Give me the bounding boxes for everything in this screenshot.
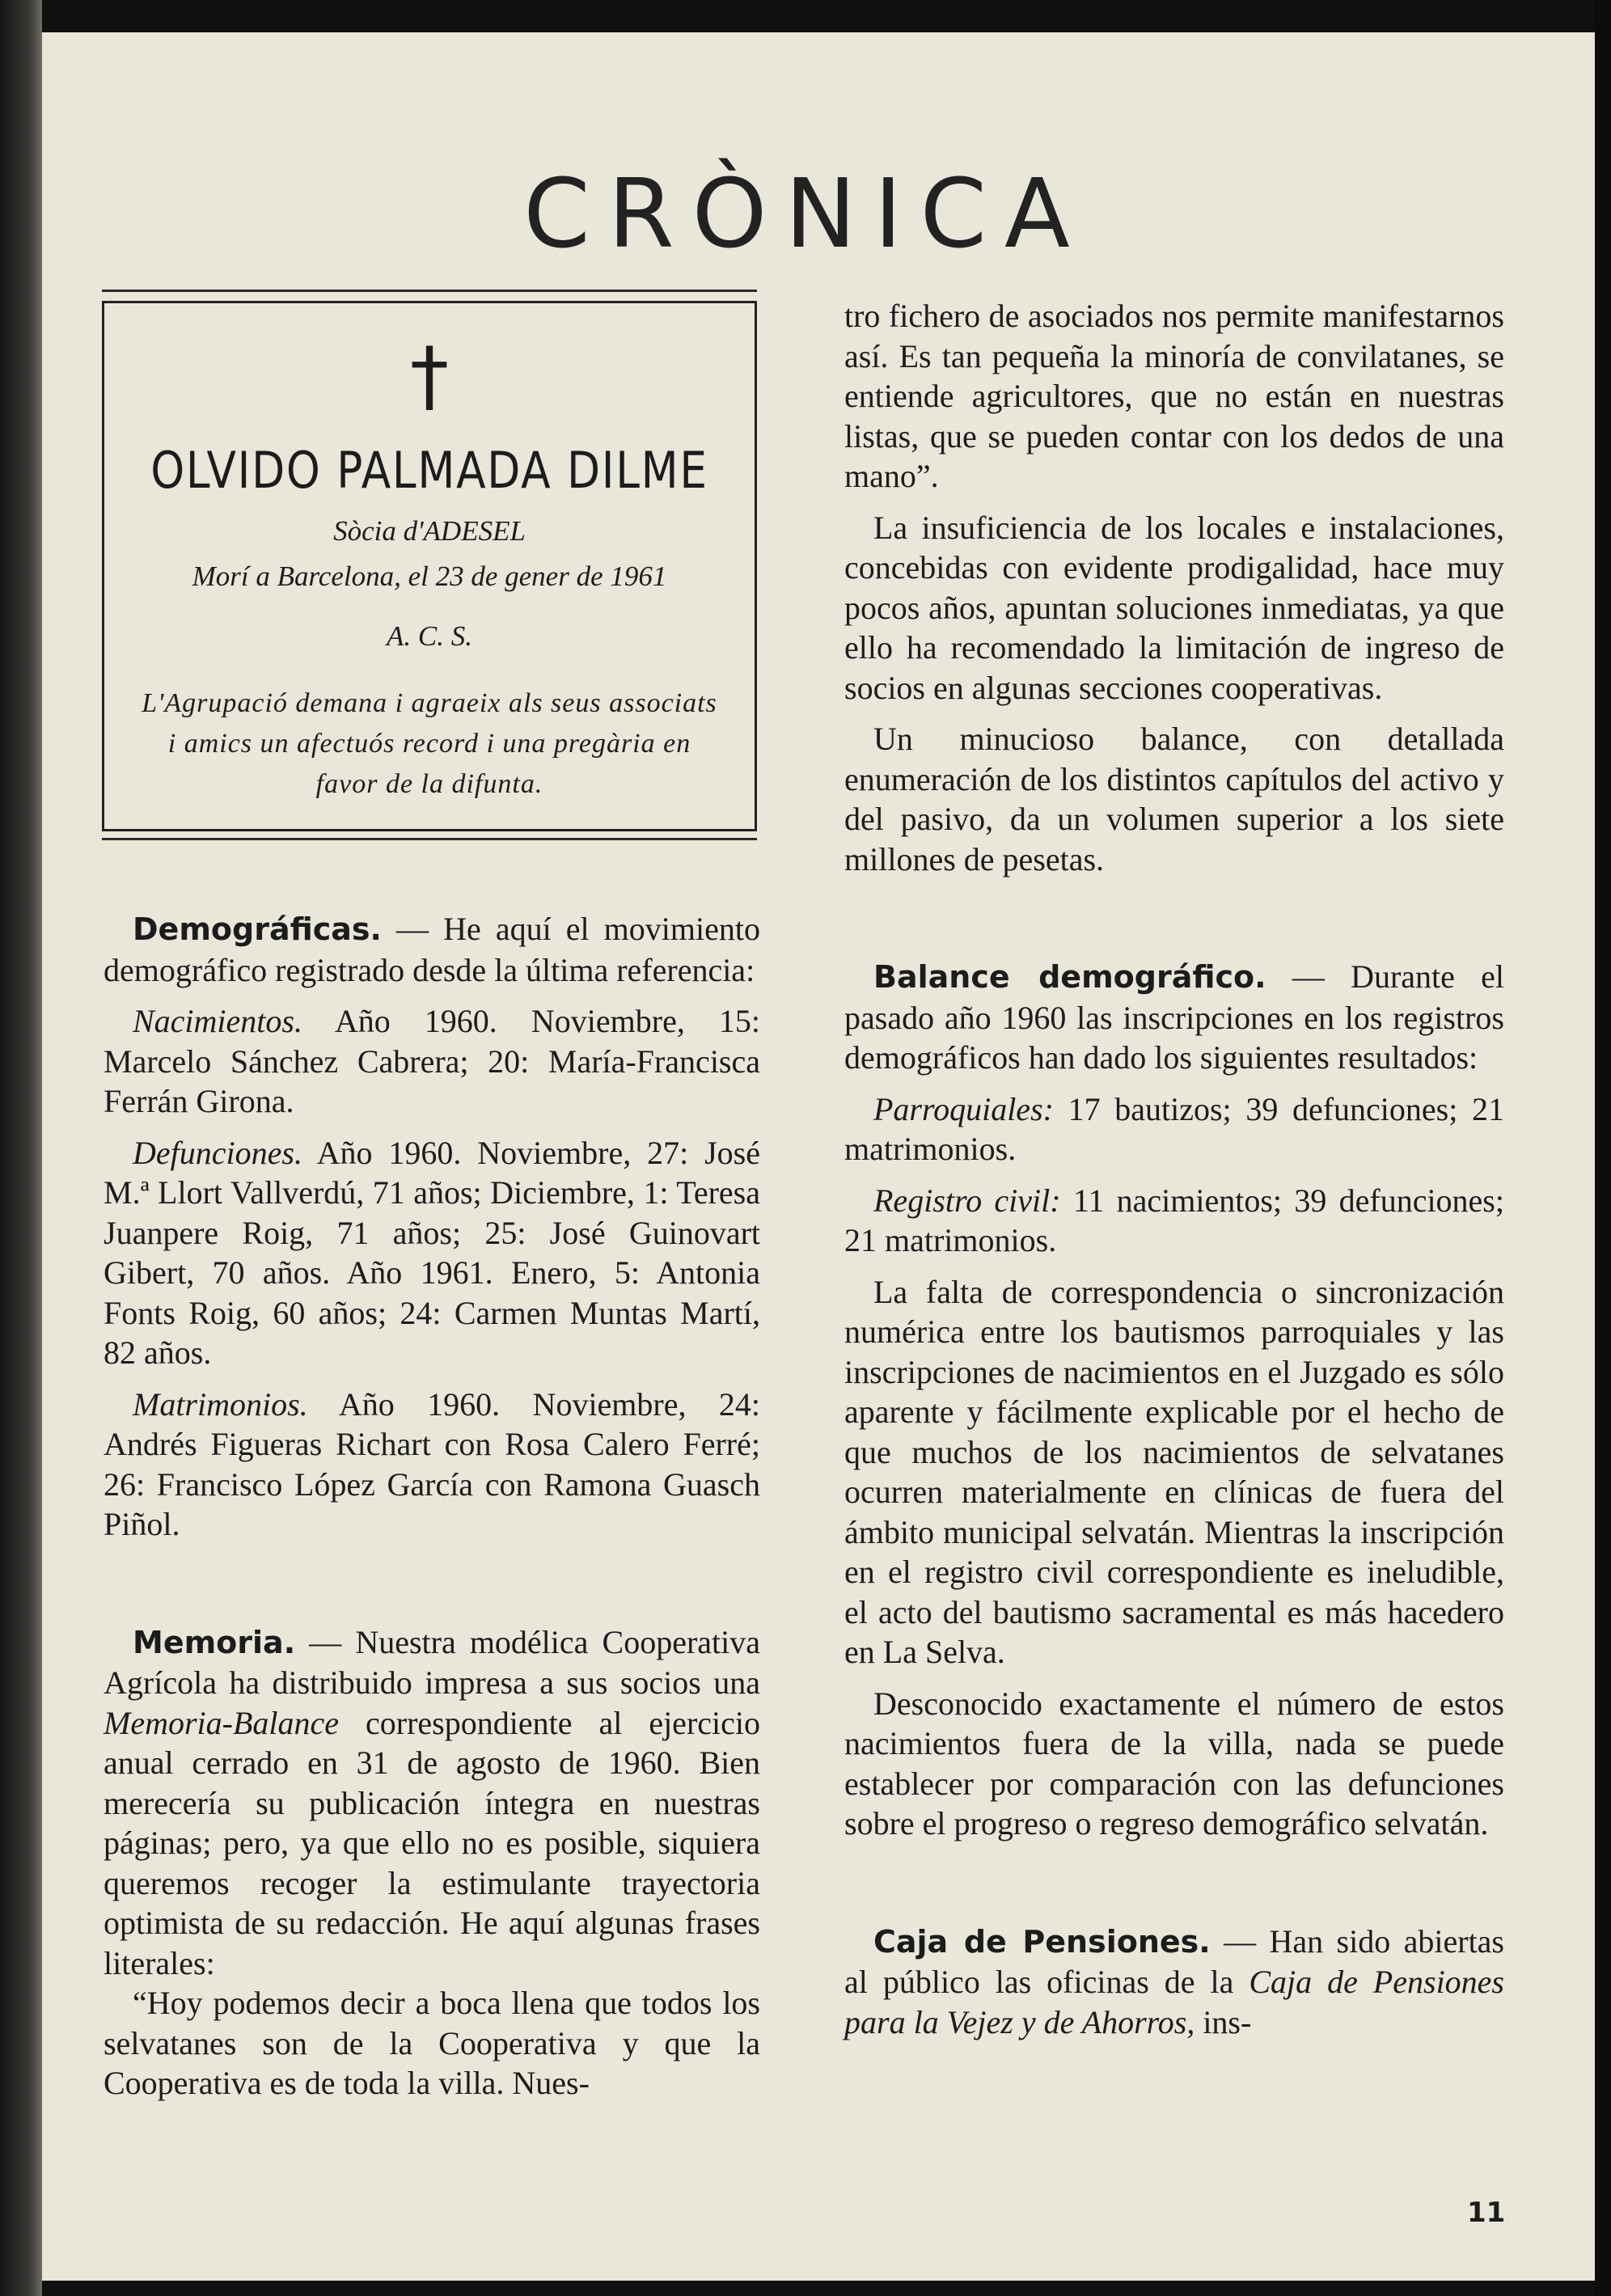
cross-icon: † <box>410 331 449 421</box>
balance-paragraph: Un minucioso balance, con detallada enumeración de los distintos capítulos del activo y del pasivo, da un volumen superior a los siete millones de pesetas. <box>844 721 1504 877</box>
obituary-box <box>102 301 757 831</box>
caja-heading: Caja de Pensiones. <box>873 1923 1211 1960</box>
births-paragraph: Nacimientos. Año 1960. Noviembre, 15: Marcelo Sánchez Cabrera; 20: María-Francisca Ferrán Girona. <box>104 1003 760 1119</box>
locales-paragraph: La insuficiencia de los locales e instalaciones, concebidas con evidente prodigalidad, hace muy pocos años, apuntan soluciones inmediatas, ya que ello ha recomendado la limitación de ingreso de socios en algunas secciones cooperativas. <box>844 509 1504 706</box>
memoria-paragraph: Memoria. — Nuestra modélica Cooperativa Agrícola ha distribuido impresa a sus socios una Memoria-Balance correspondiente al ejercicio anual cerrado en 31 de agosto de 1960. Bien merecería su publicación íntegra en nuestras páginas; pero, ya que ello no es posible, siquiera queremos recoger la estimulante trayectoria optimista de su redacción. He aquí algunas frases literales: <box>104 1623 760 1981</box>
right-column <box>844 296 1504 2042</box>
obituary-name: OLVIDO PALMADA DILME <box>150 441 708 500</box>
civil-paragraph: Registro civil: 11 nacimientos; 39 defunciones; 21 matrimonios. <box>844 1182 1504 1258</box>
page-number: 11 <box>1467 2197 1506 2229</box>
left-column <box>104 909 760 2104</box>
falta-paragraph: La falta de correspondencia o sincronización numérica entre los bautismos parroquiales y las inscripciones de nacimientos en el Juzgado es sólo aparente y fácilmente explicable por el hecho de que muchos de los nacimientos de selvatanes ocurren materialmente en clínicas de fuera del ámbito municipal selvatán. Mientras la inscripción en el registro civil correspondiente es ineludible, el acto del bautismo sacramental es más hacedero en La Selva. <box>844 1273 1504 1670</box>
obituary-prayer: L'Agrupació demana i agraeix als seus associats i amics un afectuós record i una pregària en favor de la difunta. <box>142 688 717 799</box>
desconocido-paragraph: Desconocido exactamente el número de estos nacimientos fuera de la villa, nada se puede establecer por comparación con las defunciones sobre el progreso o regreso demográfico selvatán. <box>844 1685 1504 1841</box>
page-edge <box>1595 0 1611 2296</box>
demograficas-heading: Demográficas. <box>133 911 382 947</box>
marriages-paragraph: Matrimonios. Año 1960. Noviembre, 24: Andrés Figueras Richart con Rosa Calero Ferré; 26: Francisco López García con Ramona Guasch Piñol. <box>104 1385 760 1542</box>
deaths-paragraph: Defunciones. Año 1960. Noviembre, 27: José M.ª Llort Vallverdú, 71 años; Diciembre, 1: Teresa Juanpere Roig, 71 años; 25: José Guinovart Gibert, 70 años. Año 1961. Enero, 5: Antonia Fonts Roig, 60 años; 24: Carmen Muntas Martí, 82 años. <box>104 1134 760 1371</box>
page-title: CRÒNICA <box>523 158 1088 269</box>
obituary-bottom-rule <box>102 838 757 840</box>
demograficas-paragraph: Demográficas. — He aquí el movimiento demográfico registrado desde la última referencia: <box>104 911 760 988</box>
balance-demografico-paragraph: Balance demográfico. — Durante el pasado año 1960 las inscripciones en los registros demográficos han dado los siguientes resultados: <box>844 958 1504 1076</box>
balance-demografico-heading: Balance demográfico. <box>873 959 1266 995</box>
obituary-top-rule <box>102 290 757 292</box>
parish-paragraph: Parroquiales: 17 bautizos; 39 defunciones; 21 matrimonios. <box>844 1090 1504 1167</box>
obituary-death: Morí a Barcelona, el 23 de gener de 1961 <box>192 560 667 592</box>
caja-paragraph: Caja de Pensiones. — Han sido abiertas al público las oficinas de la Caja de Pensiones para la Vejez y de Ahorros, ins- <box>844 1922 1505 2040</box>
quote-paragraph: “Hoy podemos decir a boca llena que todos los selvatanes son de la Cooperativa y que la Cooperativa es de toda la villa. Nues- <box>104 1985 760 2101</box>
quote-continuation: tro fichero de asociados nos permite manifestarnos así. Es tan pequeña la minoría de convilatanes, se entiende agricultores, que no están en nuestras listas, que se pueden contar con los dedos de una mano”. <box>844 298 1504 494</box>
obituary-acs: A. C. S. <box>387 620 472 652</box>
book-spine <box>0 0 42 2296</box>
memoria-heading: Memoria. <box>133 1624 296 1660</box>
obituary-member: Sòcia d'ADESEL <box>333 515 526 547</box>
